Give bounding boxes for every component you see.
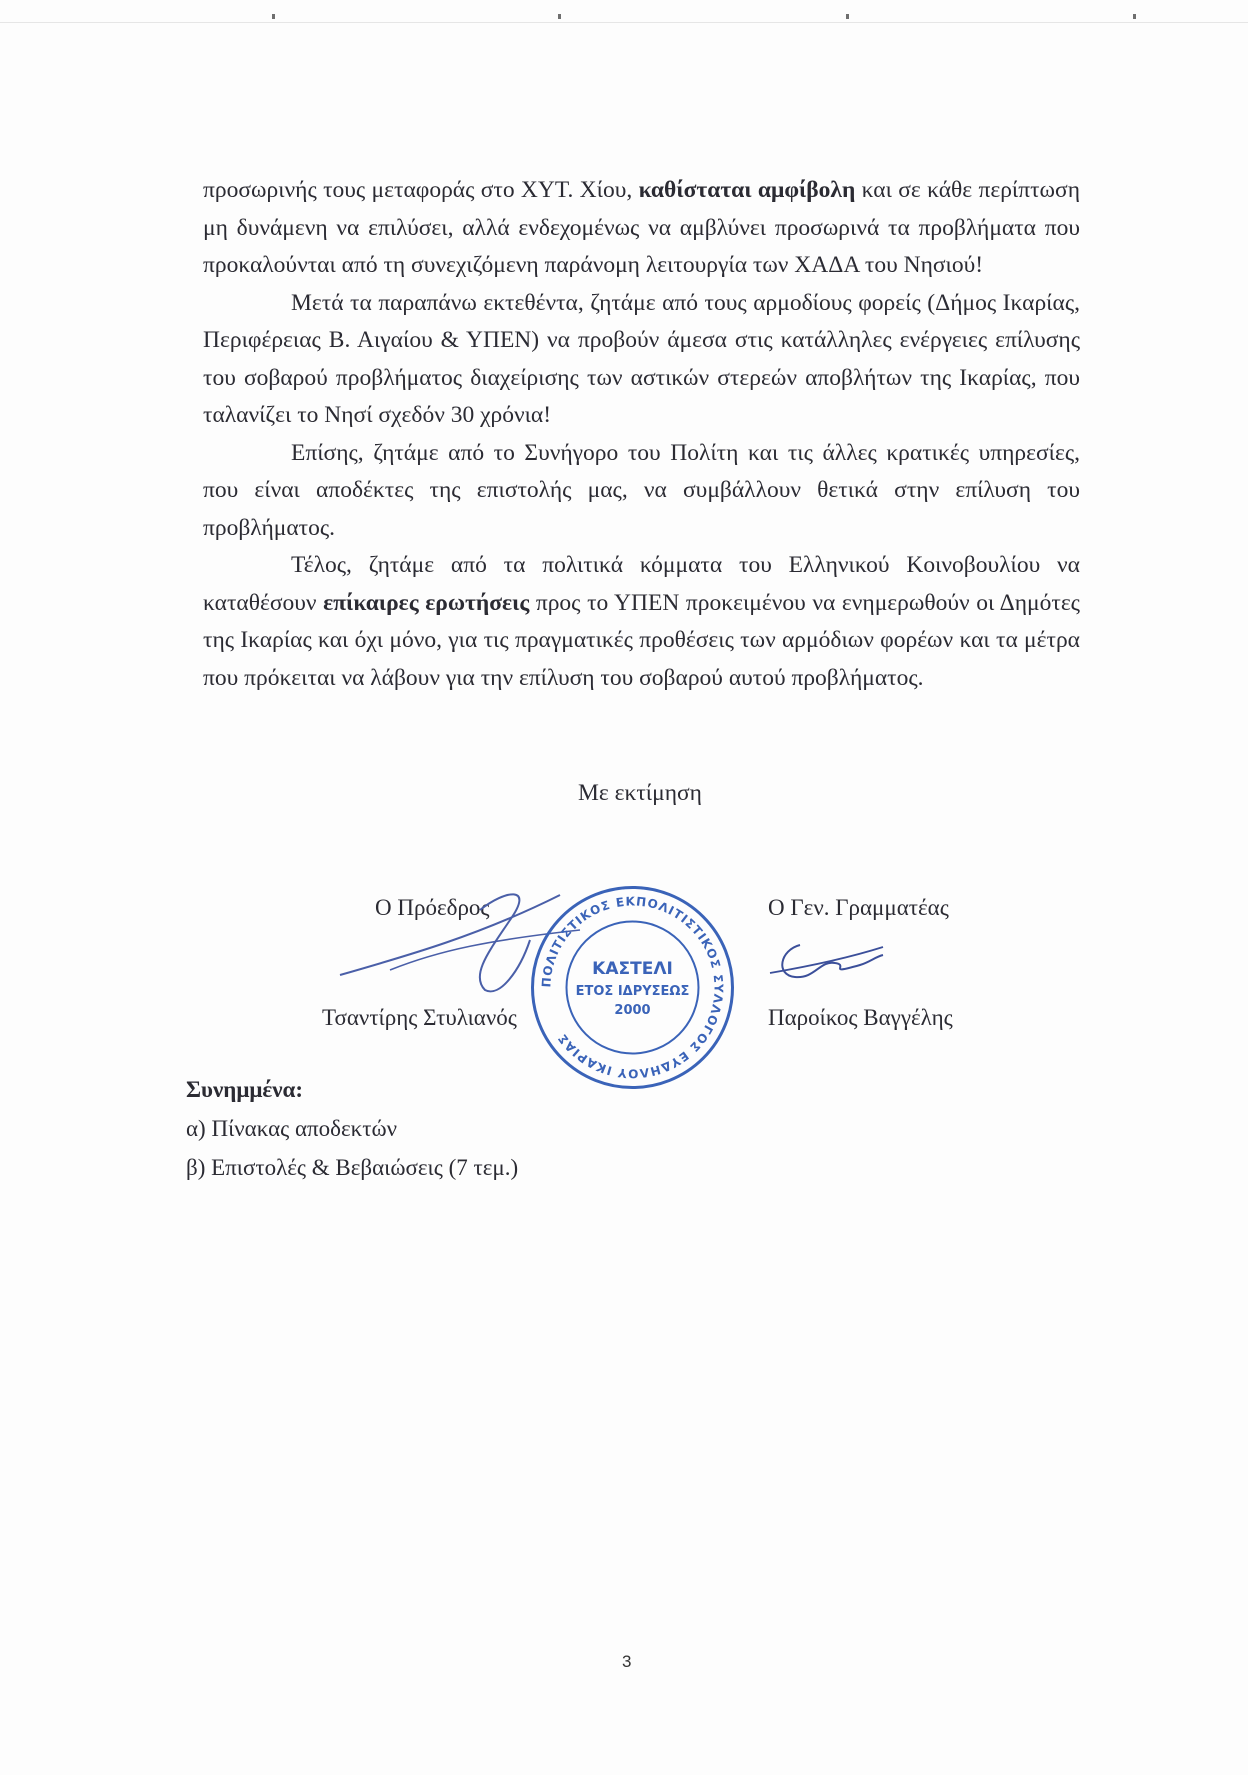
scan-mark [272, 14, 275, 19]
stamp-center-line1: ΚΑΣΤΕΛΙ [592, 959, 673, 979]
attachments [186, 1070, 518, 1187]
text-run: Μετά τα παραπάνω εκτεθέντα, ζητάμε από τους αρμοδίους φορείς (Δήμος Ικαρίας, Περιφέρειας Β. Αιγαίου & ΥΠΕΝ) να προβούν άμεσα στις κατάλληλες ενέργειες επίλυσης του σοβαρού προβλήματος διαχείρισης των αστικών στερεών αποβλήτων της Ικαρίας, που ταλανίζει το Νησί σχεδόν 30 χρόνια! [203, 289, 1080, 428]
scan-mark [846, 14, 849, 19]
secretary-title: Ο Γεν. Γραμματέας [768, 895, 949, 920]
president-title: Ο Πρόεδρος [375, 895, 490, 920]
association-stamp [525, 880, 740, 1095]
text-run: προς το ΥΠΕΝ προκειμένου να ενημερωθούν οι Δημότες της Ικαρίας και όχι μόνο, για τις πραγματικές προθέσεις των αρμόδιων φορέων και τα μέτρα που πρόκειται να λάβουν για την επίλυση του σοβαρού αυτού προβλήματος. [203, 589, 1080, 691]
attachments-title: Συνημμένα: [186, 1077, 303, 1102]
scan-mark [558, 14, 561, 19]
text-run: Τέλος, ζητάμε από τα πολιτικά κόμματα του Ελληνικού Κοινοβουλίου να καταθέσουν [203, 552, 1080, 616]
stamp-ring-text: ΠΟΛΙΤΙΣΤΙΚΟΣ ΕΚΠΟΛΙΤΙΣΤΙΚΟΣ ΣΥΛΛΟΓΟΣ ΕΥΔΗΛΟΥ ΙΚΑΡΙΑΣ [539, 894, 726, 1081]
stamp-center-line2: ΕΤΟΣ ΙΔΡΥΣΕΩΣ [575, 984, 690, 999]
paragraph [203, 285, 1080, 435]
secretary-signature [765, 935, 885, 995]
text-run: προσωρινής τους μεταφοράς στο ΧΥΤ. Χίου, [203, 177, 639, 203]
page-number: 3 [622, 1652, 632, 1671]
letter-body [203, 172, 1080, 697]
text-run: και σε κάθε περίπτωση μη δυνάμενη να επιλύσει, αλλά ενδεχομένως να αμβλύνει προσωρινά τα προβλήματα που προκαλούνται από τη συνεχιζόμενη παράνομη λειτουργία των ΧΑΔΑ του Νησιού! [203, 177, 1080, 278]
attachment-item: α) Πίνακας αποδεκτών [186, 1116, 398, 1141]
scan-edge-line [0, 22, 1248, 23]
paragraph [203, 547, 1080, 697]
bold-phrase: επίκαιρες ερωτήσεις [323, 589, 530, 616]
scan-mark [1133, 14, 1136, 19]
bold-phrase: καθίσταται αμφίβολη [638, 177, 856, 203]
text-run: Επίσης, ζητάμε από το Συνήγορο του Πολίτη και τις άλλες κρατικές υπηρεσίες, που είναι αποδέκτες της επιστολής μας, να συμβάλλουν θετικά στην επίλυση του προβλήματος. [203, 439, 1080, 541]
closing-salutation: Με εκτίμηση [578, 780, 702, 806]
paragraph [203, 172, 1080, 285]
secretary-name: Παροίκος Βαγγέλης [768, 1005, 953, 1030]
president-name: Τσαντίρης Στυλιανός [322, 1005, 517, 1030]
attachment-item: β) Επιστολές & Βεβαιώσεις (7 τεμ.) [186, 1155, 519, 1180]
stamp-center-line3: 2000 [614, 1003, 651, 1018]
paragraph [203, 435, 1080, 548]
